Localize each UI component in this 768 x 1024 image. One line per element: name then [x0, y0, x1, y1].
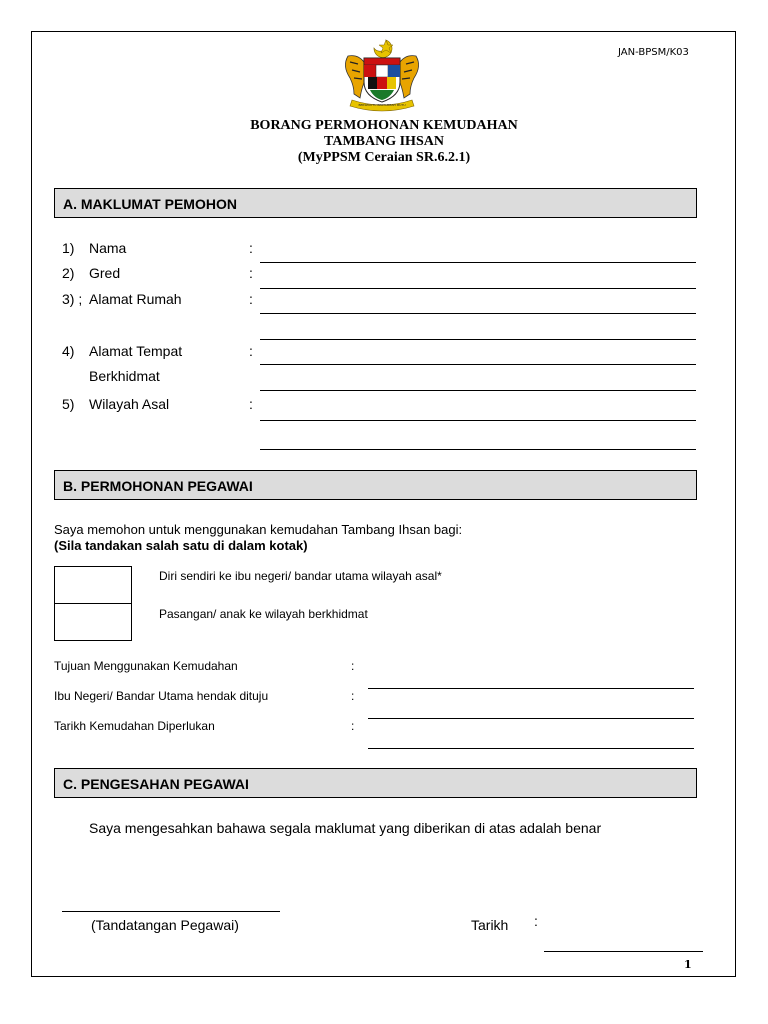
- gred-label: Gred: [89, 265, 121, 281]
- section-c-heading: C. PENGESAHAN PEGAWAI: [54, 768, 697, 798]
- alamat-rumah-input-line[interactable]: [260, 313, 696, 314]
- form-title-line2: TAMBANG IHSAN: [324, 134, 444, 149]
- tujuan-label: Tujuan Menggunakan Kemudahan: [54, 659, 238, 673]
- wilayah-asal-input-line-2[interactable]: [260, 449, 696, 450]
- form-title-line3: (MyPPSM Ceraian SR.6.2.1): [297, 150, 471, 165]
- berkhidmat-label: Berkhidmat: [89, 368, 160, 384]
- colon: :: [351, 719, 355, 733]
- field-number: 5): [62, 396, 75, 412]
- form-title-line1: BORANG PERMOHONAN KEMUDAHAN: [250, 118, 518, 133]
- tarikh-kemudahan-input-line[interactable]: [368, 748, 694, 749]
- gred-input-line[interactable]: [260, 288, 696, 289]
- alamat-tempat-label: Alamat Tempat: [89, 343, 183, 359]
- field-number: 2): [62, 265, 75, 281]
- malaysia-coat-of-arms-icon: [334, 36, 430, 112]
- signature-line[interactable]: [62, 911, 280, 912]
- date-label: Tarikh: [471, 917, 509, 933]
- colon: :: [249, 291, 253, 307]
- colon: :: [351, 689, 355, 703]
- option-family-checkbox[interactable]: [54, 603, 132, 641]
- section-b-intro: Saya memohon untuk menggunakan kemudahan Tambang Ihsan bagi:: [54, 522, 463, 537]
- colon: :: [534, 913, 538, 929]
- document-code: JAN-BPSM/K03: [618, 47, 689, 58]
- colon: :: [249, 240, 253, 256]
- page-number: 1: [684, 958, 692, 971]
- colon: :: [249, 265, 253, 281]
- confirmation-statement: Saya mengesahkan bahawa segala maklumat yang diberikan di atas adalah benar: [89, 820, 602, 836]
- colon: :: [351, 659, 355, 673]
- signature-label: (Tandatangan Pegawai): [91, 917, 239, 933]
- field-number: 4): [62, 343, 75, 359]
- ibu-negeri-label: Ibu Negeri/ Bandar Utama hendak dituju: [54, 689, 269, 703]
- option-self-label: Diri sendiri ke ibu negeri/ bandar utama wilayah asal*: [159, 569, 442, 583]
- wilayah-asal-input-line[interactable]: [260, 420, 696, 421]
- wilayah-asal-label: Wilayah Asal: [89, 396, 170, 412]
- section-b-instruction: (Sila tandakan salah satu di dalam kotak): [54, 538, 308, 553]
- section-a-heading: A. MAKLUMAT PEMOHON: [54, 188, 697, 218]
- tarikh-kemudahan-label: Tarikh Kemudahan Diperlukan: [54, 719, 215, 733]
- option-self-checkbox[interactable]: [54, 566, 132, 604]
- alamat-rumah-input-line-2[interactable]: [260, 339, 696, 340]
- alamat-rumah-label: Alamat Rumah: [89, 291, 182, 307]
- nama-input-line[interactable]: [260, 262, 696, 263]
- ibu-negeri-input-line[interactable]: [368, 718, 694, 719]
- alamat-tempat-input-line-2[interactable]: [260, 390, 696, 391]
- option-family-label: Pasangan/ anak ke wilayah berkhidmat: [159, 607, 368, 621]
- colon: :: [249, 343, 253, 359]
- tujuan-input-line[interactable]: [368, 688, 694, 689]
- date-input-line[interactable]: [544, 951, 703, 952]
- section-b-heading: B. PERMOHONAN PEGAWAI: [54, 470, 697, 500]
- field-number: 1): [62, 240, 75, 256]
- field-number: 3) ;: [62, 291, 83, 307]
- alamat-tempat-input-line[interactable]: [260, 364, 696, 365]
- svg-text:BERSEKUTU BERTAMBAH MUTU: BERSEKUTU BERTAMBAH MUTU: [358, 103, 406, 107]
- nama-label: Nama: [89, 240, 127, 256]
- colon: :: [249, 396, 253, 412]
